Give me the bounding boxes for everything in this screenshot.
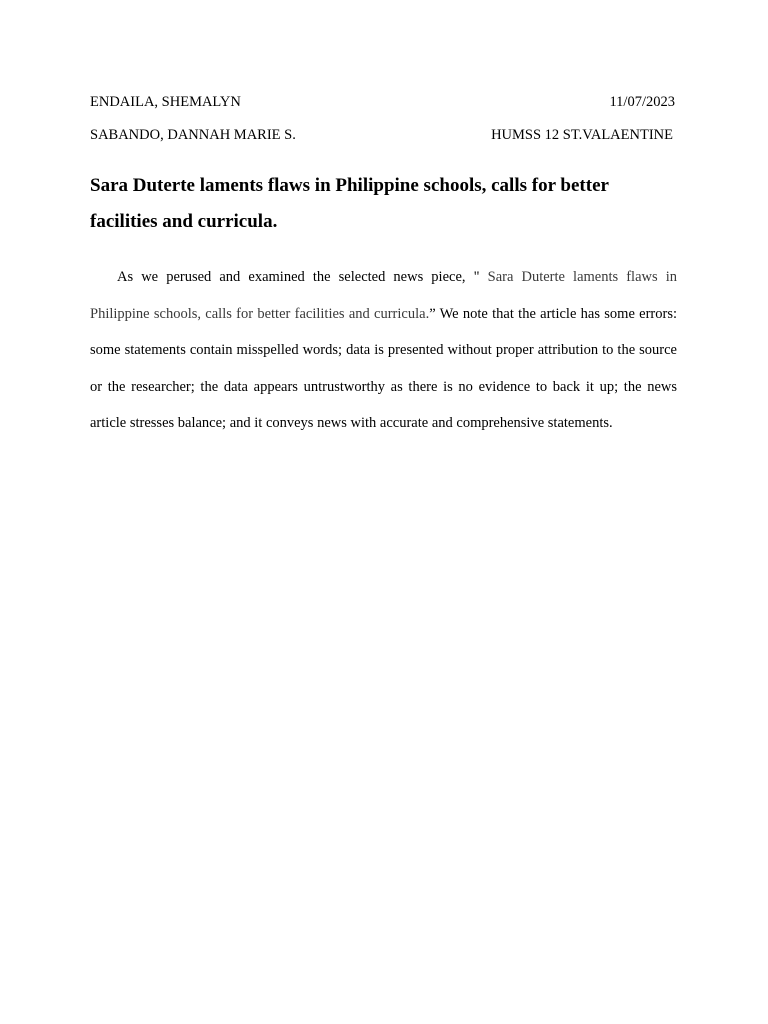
quoted-article-title: Sara Duterte laments flaws in Philippine schools, calls for better facilities and curricula. [90,269,677,322]
author-name-1: ENDAILA, SHEMALYN [90,94,241,110]
body-rest: ” We note that the article has some errors: some statements contain misspelled words; data is presented without proper attribution to the source or the researcher; the data appears untrustworthy as there is no evidence to back it up; the news article stresses balance; and it conveys news with accurate and comprehensive statements. [90,305,678,432]
document-title: Sara Duterte laments flaws in Philippine schools, calls for better facilities and curricula. [90,175,609,232]
header-row-1 [90,93,677,111]
body-intro: As we perused and examined the selected news piece, " [117,269,488,285]
author-name-2: SABANDO, DANNAH MARIE S. [90,127,296,143]
body-paragraph [90,259,677,442]
header-row-2 [90,126,677,144]
section-text: HUMSS 12 ST.VALAENTINE [491,127,673,143]
date-text: 11/07/2023 [609,94,675,110]
